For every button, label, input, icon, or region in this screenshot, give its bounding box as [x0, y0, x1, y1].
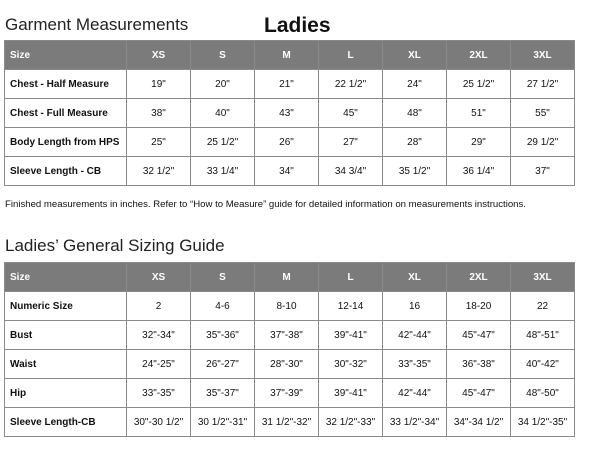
table-cell: 43" [255, 99, 319, 128]
table-cell: 30 1/2"-31" [191, 408, 255, 437]
table-cell: 48"-50" [511, 379, 575, 408]
table-cell: 16 [383, 292, 447, 321]
table-cell: 22 [511, 292, 575, 321]
table-cell: 27" [319, 128, 383, 157]
table-cell: 25 1/2" [191, 128, 255, 157]
table-row [5, 379, 575, 408]
table-cell: 32 1/2"-33" [319, 408, 383, 437]
table-cell: 21" [255, 70, 319, 99]
table-cell: 34 3/4" [319, 157, 383, 186]
table-cell: 24"-25" [127, 350, 191, 379]
table-row [5, 99, 575, 128]
table-header-row [5, 263, 575, 292]
table-cell: 31 1/2"-32" [255, 408, 319, 437]
table-cell: 28"-30" [255, 350, 319, 379]
table-cell: 25" [127, 128, 191, 157]
garment-measurements-table [4, 40, 575, 186]
table-cell: 4-6 [191, 292, 255, 321]
column-header: XL [383, 41, 447, 70]
table-cell: 48" [383, 99, 447, 128]
table-row [5, 292, 575, 321]
column-header: 2XL [447, 41, 511, 70]
column-header: S [191, 41, 255, 70]
table-cell: 26"-27" [191, 350, 255, 379]
column-header: XS [127, 263, 191, 292]
table-cell: 36"-38" [447, 350, 511, 379]
table-cell: 22 1/2" [319, 70, 383, 99]
table-cell: 35 1/2" [383, 157, 447, 186]
table-cell: 37"-39" [255, 379, 319, 408]
table-cell: 33"-35" [127, 379, 191, 408]
table-cell: 40" [191, 99, 255, 128]
table-cell: 36 1/4" [447, 157, 511, 186]
page-title: Ladies [264, 14, 331, 37]
table-row [5, 350, 575, 379]
table-row [5, 70, 575, 99]
table-cell: 8-10 [255, 292, 319, 321]
table-cell: 40"-42" [511, 350, 575, 379]
table-cell: 2 [127, 292, 191, 321]
row-label: Chest - Full Measure [5, 99, 127, 128]
column-header: Size [5, 41, 127, 70]
row-label: Sleeve Length-CB [5, 408, 127, 437]
column-header: S [191, 263, 255, 292]
table-cell: 34 1/2"-35" [511, 408, 575, 437]
table-cell: 32 1/2" [127, 157, 191, 186]
column-header: XS [127, 41, 191, 70]
table-cell: 51" [447, 99, 511, 128]
section-title-garment-measurements: Garment Measurements [5, 15, 189, 34]
table-cell: 48"-51" [511, 321, 575, 350]
table-cell: 37"-38" [255, 321, 319, 350]
row-label: Hip [5, 379, 127, 408]
table-cell: 12-14 [319, 292, 383, 321]
column-header: 3XL [511, 263, 575, 292]
table-row [5, 128, 575, 157]
column-header: 2XL [447, 263, 511, 292]
section-title-sizing-guide: Ladies’ General Sizing Guide [5, 236, 225, 255]
table-cell: 25 1/2" [447, 70, 511, 99]
table-cell: 20" [191, 70, 255, 99]
table-cell: 34"-34 1/2" [447, 408, 511, 437]
table-cell: 34" [255, 157, 319, 186]
column-header: XL [383, 263, 447, 292]
table-cell: 29 1/2" [511, 128, 575, 157]
table-cell: 29" [447, 128, 511, 157]
sizing-guide-table [4, 262, 575, 437]
table-cell: 33 1/4" [191, 157, 255, 186]
table-cell: 42"-44" [383, 379, 447, 408]
column-header: M [255, 41, 319, 70]
table-cell: 19" [127, 70, 191, 99]
table-cell: 30"-30 1/2" [127, 408, 191, 437]
table-cell: 33"-35" [383, 350, 447, 379]
table-row [5, 408, 575, 437]
row-label: Waist [5, 350, 127, 379]
table-cell: 45"-47" [447, 379, 511, 408]
table-cell: 35"-37" [191, 379, 255, 408]
row-label: Sleeve Length - CB [5, 157, 127, 186]
table-cell: 28" [383, 128, 447, 157]
table-cell: 35"-36" [191, 321, 255, 350]
table-cell: 42"-44" [383, 321, 447, 350]
table-cell: 39"-41" [319, 379, 383, 408]
row-label: Chest - Half Measure [5, 70, 127, 99]
column-header: M [255, 263, 319, 292]
table-cell: 24" [383, 70, 447, 99]
table-cell: 45"-47" [447, 321, 511, 350]
table-cell: 39"-41" [319, 321, 383, 350]
row-label: Bust [5, 321, 127, 350]
table-row [5, 321, 575, 350]
row-label: Numeric Size [5, 292, 127, 321]
column-header: L [319, 41, 383, 70]
column-header: L [319, 263, 383, 292]
table-cell: 38" [127, 99, 191, 128]
table-cell: 26" [255, 128, 319, 157]
table-cell: 33 1/2"-34" [383, 408, 447, 437]
column-header: Size [5, 263, 127, 292]
table-cell: 32"-34" [127, 321, 191, 350]
measurement-note: Finished measurements in inches. Refer to “How to Measure” guide for detailed information on measurements instructions. [5, 199, 526, 210]
table-cell: 45" [319, 99, 383, 128]
table-header-row [5, 41, 575, 70]
table-row [5, 157, 575, 186]
column-header: 3XL [511, 41, 575, 70]
table-cell: 27 1/2" [511, 70, 575, 99]
table-cell: 18-20 [447, 292, 511, 321]
table-cell: 30"-32" [319, 350, 383, 379]
table-cell: 55" [511, 99, 575, 128]
row-label: Body Length from HPS [5, 128, 127, 157]
table-cell: 37" [511, 157, 575, 186]
